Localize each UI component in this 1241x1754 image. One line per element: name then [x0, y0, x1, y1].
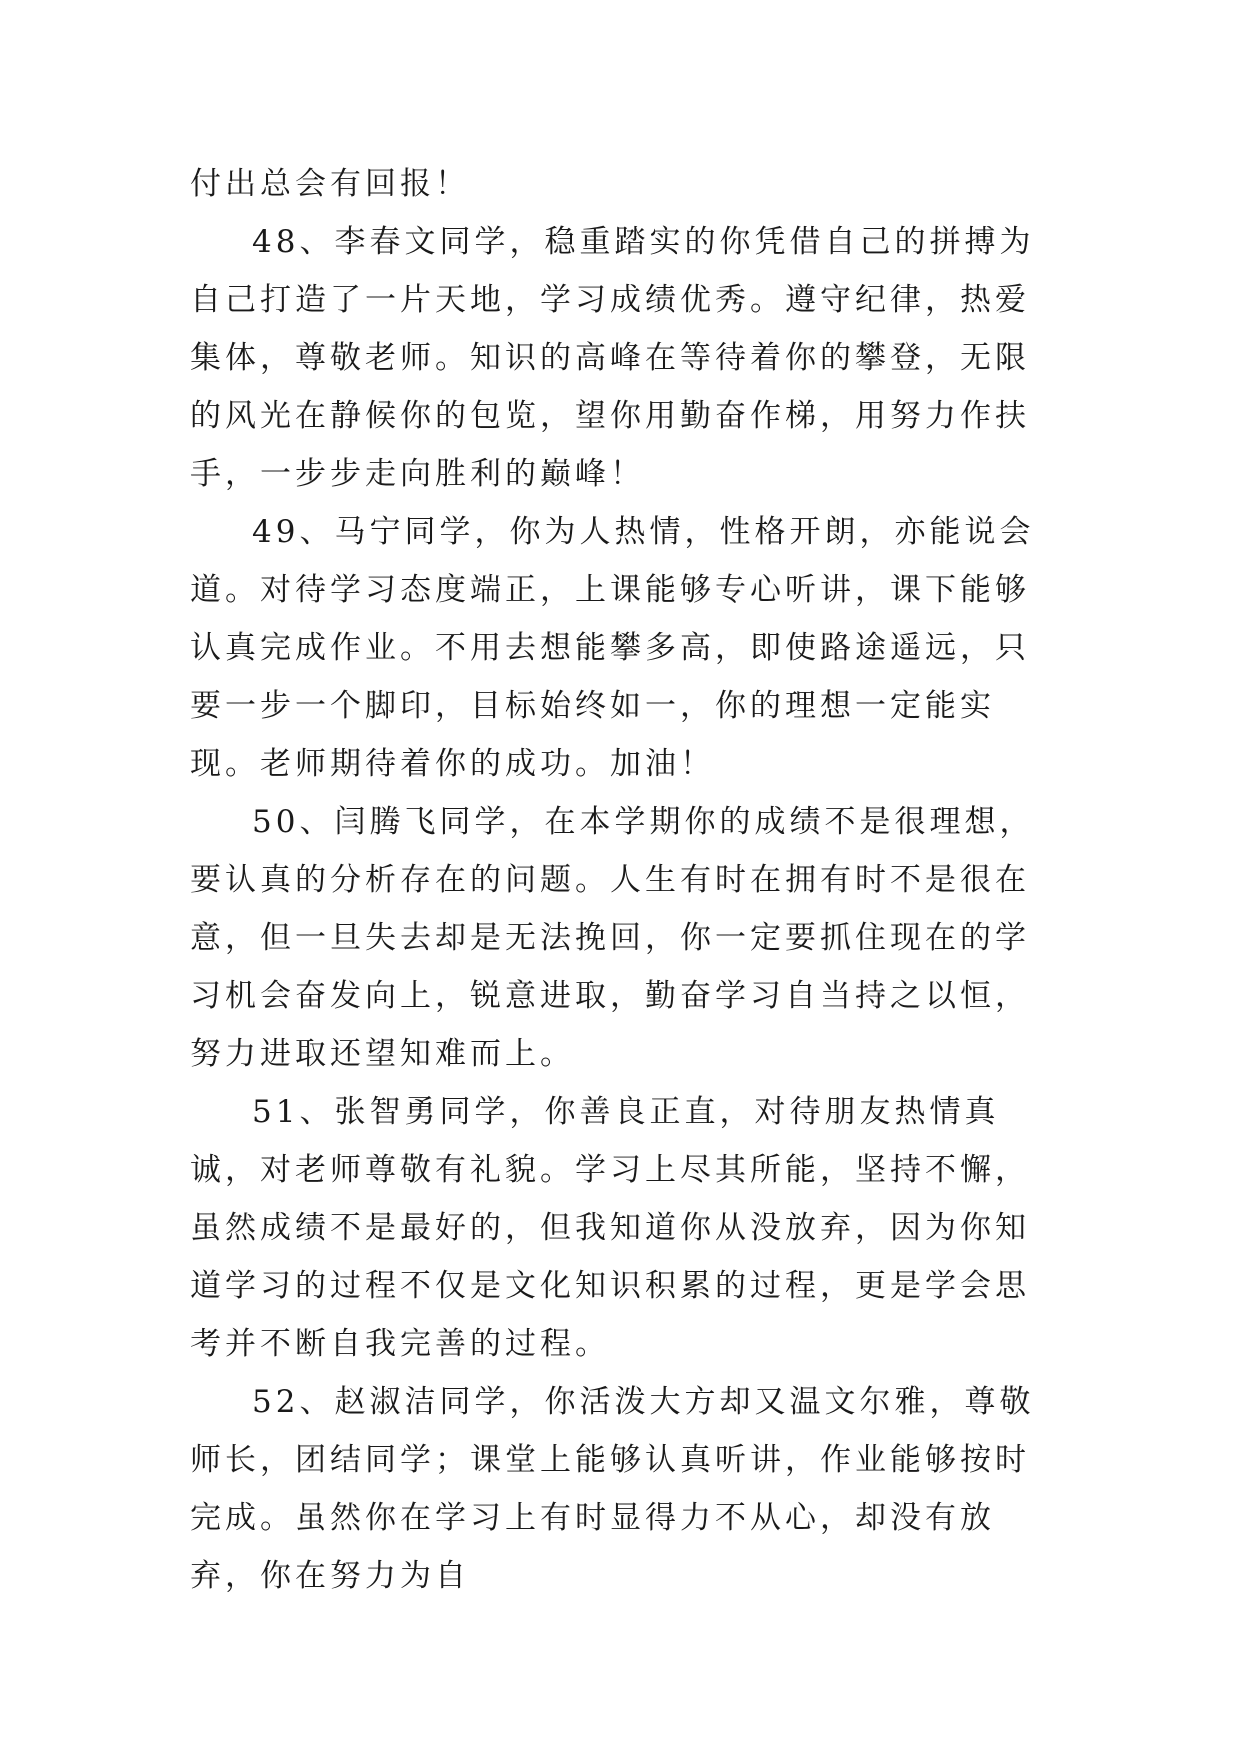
paragraph-continuation: 付出总会有回报！ — [190, 166, 470, 202]
paragraph-comment-48: 48、李春文同学，稳重踏实的你凭借自己的拼搏为自己打造了一片天地，学习成绩优秀。遵守纪律，热爱集体，尊敬老师。知识的高峰在等待着你的攀登，无限的风光在静候你的包览，望你用勤奋作梯，用努力作扶手，一步步走向胜利的巅峰！ — [190, 224, 1035, 492]
paragraph-comment-50: 50、闫腾飞同学，在本学期你的成绩不是很理想，要认真的分析存在的问题。人生有时在拥有时不是很在意，但一旦失去却是无法挽回，你一定要抓住现在的学习机会奋发向上，锐意进取，勤奋学习自当持之以恒，努力进取还望知难而上。 — [190, 804, 1035, 1072]
paragraph-comment-52: 52、赵淑洁同学，你活泼大方却又温文尔雅，尊敬师长，团结同学；课堂上能够认真听讲，作业能够按时完成。虽然你在学习上有时显得力不从心，却没有放弃，你在努力为自 — [190, 1384, 1035, 1594]
paragraph-comment-49: 49、马宁同学，你为人热情，性格开朗，亦能说会道。对待学习态度端正，上课能够专心听讲，课下能够认真完成作业。不用去想能攀多高，即使路途遥远，只要一步一个脚印，目标始终如一，你的理想一定能实现。老师期待着你的成功。加油！ — [190, 514, 1035, 782]
body-text — [190, 155, 1060, 1605]
paragraph-comment-51: 51、张智勇同学，你善良正直，对待朋友热情真诚，对老师尊敬有礼貌。学习上尽其所能，坚持不懈，虽然成绩不是最好的，但我知道你从没放弃，因为你知道学习的过程不仅是文化知识积累的过程，更是学会思考并不断自我完善的过程。 — [190, 1094, 1030, 1362]
